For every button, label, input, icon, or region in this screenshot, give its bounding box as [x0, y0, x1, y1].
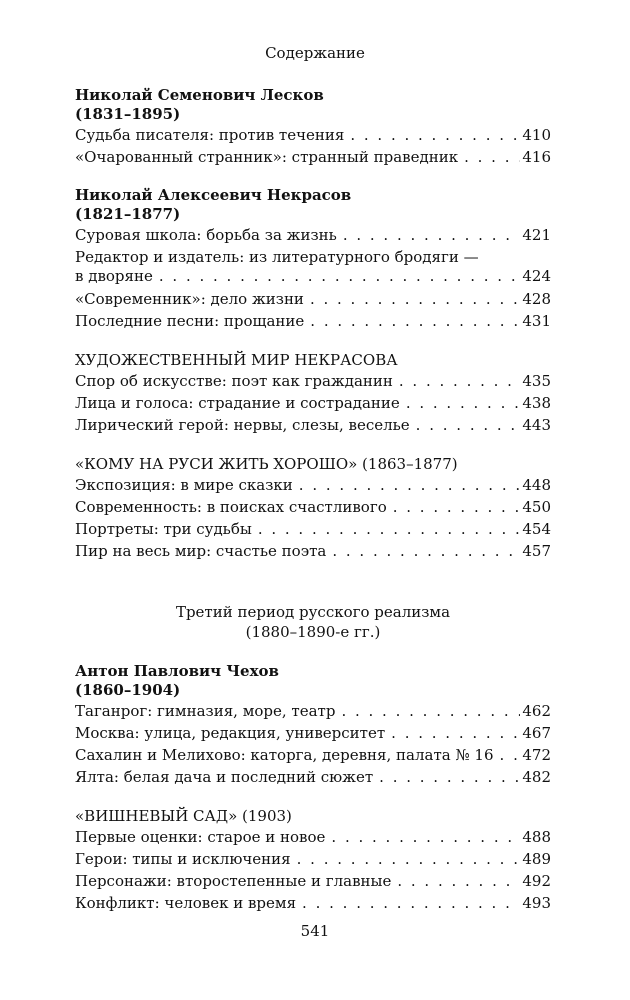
toc-entry-page: 438	[522, 394, 551, 412]
page-title: Содержание	[265, 44, 365, 62]
dot-leader	[159, 267, 520, 286]
toc-entry[interactable]	[75, 848, 551, 870]
author-years: (1831–1895)	[75, 105, 181, 123]
table-of-contents	[75, 86, 551, 914]
dot-leader	[379, 766, 520, 788]
toc-entry[interactable]	[75, 392, 551, 414]
toc-entry[interactable]	[75, 744, 551, 766]
author-heading	[75, 86, 551, 124]
toc-entry[interactable]	[75, 414, 551, 436]
toc-entry[interactable]	[75, 826, 551, 848]
toc-entry-page: 472	[522, 746, 551, 764]
toc-entry[interactable]	[75, 288, 551, 310]
dot-leader	[500, 744, 521, 766]
toc-entry-title: Герои: типы и исключения	[75, 850, 291, 868]
toc-entry-page: 424	[522, 267, 551, 285]
toc-entry-title-line2: в дворяне	[75, 267, 153, 285]
toc-entry-title: Суровая школа: борьба за жизнь	[75, 226, 337, 244]
toc-entry-title: Лирический герой: нервы, слезы, веселье	[75, 416, 410, 434]
period-years: (1880–1890-е гг.)	[245, 623, 381, 641]
dot-leader	[391, 722, 520, 744]
toc-entry-title: «Современник»: дело жизни	[75, 290, 304, 308]
dot-leader	[299, 474, 521, 496]
author-years: (1821–1877)	[75, 205, 181, 223]
toc-entry-title: Последние песни: прощание	[75, 312, 305, 330]
dot-leader	[399, 370, 520, 392]
toc-entry-title: Конфликт: человек и время	[75, 894, 297, 912]
period-heading	[75, 602, 551, 642]
toc-entry-page: 457	[522, 542, 551, 560]
toc-entry[interactable]	[75, 892, 551, 914]
toc-entry-title: Первые оценки: старое и новое	[75, 828, 326, 846]
toc-entry-page: 493	[522, 894, 551, 912]
toc-entry-page: 488	[522, 828, 551, 846]
toc-entry-page: 428	[522, 290, 551, 308]
toc-entry-page: 467	[522, 724, 551, 742]
toc-entry[interactable]	[75, 310, 551, 332]
toc-entry[interactable]	[75, 540, 551, 562]
author-block-chekhov	[75, 662, 551, 788]
toc-entry[interactable]	[75, 518, 551, 540]
dot-leader	[332, 540, 520, 562]
toc-entry-page: 410	[522, 126, 551, 144]
toc-entry[interactable]	[75, 496, 551, 518]
toc-entry-page: 435	[522, 372, 551, 390]
toc-entry[interactable]	[75, 224, 551, 246]
author-heading	[75, 186, 551, 224]
dot-leader	[393, 496, 521, 518]
dot-leader	[464, 146, 520, 168]
toc-entry-title-line1: Редактор и издатель: из литературного бродяги —	[75, 248, 479, 266]
toc-entry[interactable]	[75, 370, 551, 392]
dot-leader	[343, 224, 521, 246]
toc-entry-page: 489	[522, 850, 551, 868]
toc-entry-title: Персонажи: второстепенные и главные	[75, 872, 392, 890]
toc-entry-page: 421	[522, 226, 551, 244]
toc-entry-title: Москва: улица, редакция, университет	[75, 724, 386, 742]
page-number: 541	[300, 922, 330, 940]
toc-entry-title: «Очарованный странник»: странный праведник	[75, 148, 459, 166]
dot-leader	[302, 892, 520, 914]
toc-entry-page: 492	[522, 872, 551, 890]
toc-entry-page: 448	[522, 476, 551, 494]
author-block-nekrasov	[75, 186, 551, 332]
dot-leader	[341, 700, 520, 722]
toc-entry[interactable]	[75, 124, 551, 146]
author-name: Николай Алексеевич Некрасов	[75, 186, 352, 204]
toc-entry-title: Спор об искусстве: поэт как гражданин	[75, 372, 393, 390]
toc-entry-page: 462	[522, 702, 551, 720]
toc-entry-page: 416	[522, 148, 551, 166]
toc-entry[interactable]	[75, 700, 551, 722]
toc-entry[interactable]	[75, 146, 551, 168]
period-title: Третий период русского реализма	[175, 603, 451, 621]
author-name: Николай Семенович Лесков	[75, 86, 324, 104]
toc-entry-title: Лица и голоса: страдание и сострадание	[75, 394, 400, 412]
toc-entry-page: 431	[522, 312, 551, 330]
toc-entry[interactable]	[75, 248, 551, 286]
section-heading: «ВИШНЕВЫЙ САД» (1903)	[75, 807, 292, 825]
toc-entry-page: 482	[522, 768, 551, 786]
dot-leader	[416, 414, 521, 436]
section-heading: ХУДОЖЕСТВЕННЫЙ МИР НЕКРАСОВА	[75, 351, 398, 369]
dot-leader	[397, 870, 520, 892]
dot-leader	[310, 288, 520, 310]
dot-leader	[297, 848, 521, 870]
toc-entry-page: 443	[522, 416, 551, 434]
toc-entry-page: 454	[522, 520, 551, 538]
author-block-leskov	[75, 86, 551, 168]
section-heading: «КОМУ НА РУСИ ЖИТЬ ХОРОШО» (1863–1877)	[75, 455, 458, 473]
toc-entry-title: Современность: в поисках счастливого	[75, 498, 387, 516]
toc-entry-title: Экспозиция: в мире сказки	[75, 476, 293, 494]
author-years: (1860–1904)	[75, 681, 181, 699]
dot-leader	[258, 518, 521, 540]
dot-leader	[331, 826, 520, 848]
toc-entry-title: Портреты: три судьбы	[75, 520, 252, 538]
author-heading	[75, 662, 551, 700]
toc-entry-title: Пир на весь мир: счастье поэта	[75, 542, 327, 560]
toc-entry[interactable]	[75, 870, 551, 892]
dot-leader	[406, 392, 521, 414]
dot-leader	[350, 124, 520, 146]
author-name: Антон Павлович Чехов	[75, 662, 279, 680]
toc-entry-title: Ялта: белая дача и последний сюжет	[75, 768, 374, 786]
dot-leader	[310, 310, 520, 332]
toc-entry-title: Таганрог: гимназия, море, театр	[75, 702, 336, 720]
toc-entry[interactable]	[75, 722, 551, 744]
toc-entry-title: Сахалин и Мелихово: каторга, деревня, палата № 16	[75, 746, 494, 764]
toc-entry[interactable]	[75, 474, 551, 496]
toc-entry-title: Судьба писателя: против течения	[75, 126, 345, 144]
toc-entry-page: 450	[522, 498, 551, 516]
toc-entry[interactable]	[75, 766, 551, 788]
